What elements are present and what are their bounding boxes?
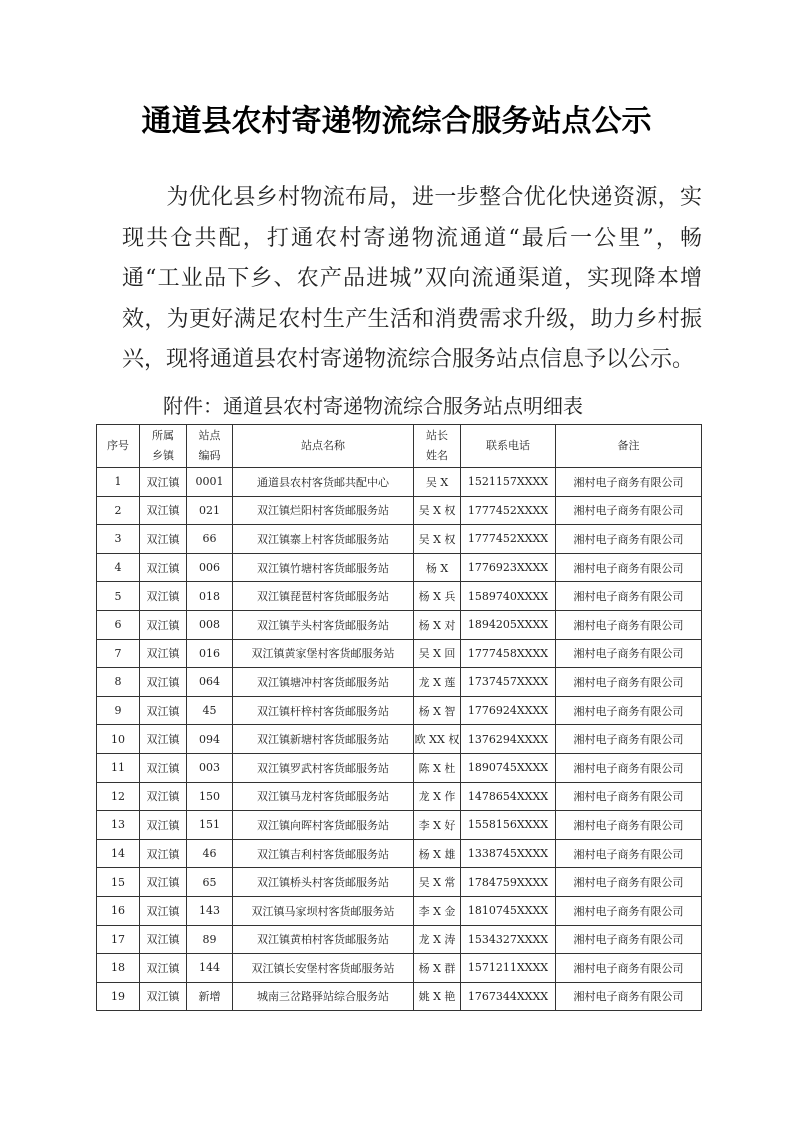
- cell-code: 新增: [187, 982, 233, 1011]
- cell-remark: 湘村电子商务有限公司: [556, 782, 702, 811]
- cell-code: 018: [187, 582, 233, 611]
- cell-name: 双江镇杆梓村客货邮服务站: [233, 696, 414, 725]
- table-row: [97, 582, 702, 611]
- cell-town: 双江镇: [140, 496, 187, 525]
- cell-index: 13: [97, 811, 140, 840]
- cell-phone: 1777458XXXX: [461, 639, 556, 668]
- attachment-caption: 附件：通道县农村寄递物流综合服务站点明细表: [163, 394, 583, 418]
- cell-index: 18: [97, 954, 140, 983]
- cell-town: 双江镇: [140, 982, 187, 1011]
- cell-code: 094: [187, 725, 233, 754]
- cell-town: 双江镇: [140, 868, 187, 897]
- cell-name: 城南三岔路驿站综合服务站: [233, 982, 414, 1011]
- cell-phone: 1776924XXXX: [461, 696, 556, 725]
- cell-code: 66: [187, 525, 233, 554]
- cell-town: 双江镇: [140, 525, 187, 554]
- table-row: [97, 839, 702, 868]
- table-row: [97, 954, 702, 983]
- table-row: [97, 782, 702, 811]
- cell-index: 16: [97, 896, 140, 925]
- cell-town: 双江镇: [140, 753, 187, 782]
- table-row: [97, 753, 702, 782]
- cell-name: 双江镇塘冲村客货邮服务站: [233, 668, 414, 697]
- cell-manager: 龙 X 涛: [414, 925, 461, 954]
- table-row: [97, 868, 702, 897]
- cell-manager: 吴 X 回: [414, 639, 461, 668]
- cell-phone: 1338745XXXX: [461, 839, 556, 868]
- cell-town: 双江镇: [140, 725, 187, 754]
- cell-name: 通道县农村客货邮共配中心: [233, 468, 414, 497]
- cell-name: 双江镇罗武村客货邮服务站: [233, 753, 414, 782]
- header-phone: 联系电话: [461, 425, 556, 468]
- intro-paragraph-text: 为优化县乡村物流布局，进一步整合优化快递资源，实现共仓共配，打通农村寄递物流通道“最后一公里”，畅通“工业品下乡、农产品进城”双向流通渠道，实现降本增效，为更好满足农村生产生活和消费需求升级，助力乡村振兴，现将通道县农村寄递物流综合服务站点信息予以公示。: [122, 185, 702, 372]
- intro-paragraph: [122, 178, 702, 381]
- cell-remark: 湘村电子商务有限公司: [556, 868, 702, 897]
- cell-index: 15: [97, 868, 140, 897]
- cell-phone: 1767344XXXX: [461, 982, 556, 1011]
- table-body: [97, 468, 702, 1011]
- cell-code: 143: [187, 896, 233, 925]
- header-code-line2: 编码: [198, 449, 221, 462]
- cell-remark: 湘村电子商务有限公司: [556, 811, 702, 840]
- cell-index: 1: [97, 468, 140, 497]
- cell-name: 双江镇马家坝村客货邮服务站: [233, 896, 414, 925]
- cell-remark: 湘村电子商务有限公司: [556, 582, 702, 611]
- cell-index: 9: [97, 696, 140, 725]
- cell-index: 2: [97, 496, 140, 525]
- header-name: 站点名称: [233, 425, 414, 468]
- cell-manager: 吴 X: [414, 468, 461, 497]
- cell-manager: 杨 X: [414, 553, 461, 582]
- cell-remark: 湘村电子商务有限公司: [556, 553, 702, 582]
- cell-code: 65: [187, 868, 233, 897]
- cell-town: 双江镇: [140, 811, 187, 840]
- header-town-line1: 所属: [152, 429, 174, 442]
- cell-index: 6: [97, 610, 140, 639]
- cell-phone: 1894205XXXX: [461, 610, 556, 639]
- cell-index: 7: [97, 639, 140, 668]
- cell-index: 5: [97, 582, 140, 611]
- cell-name: 双江镇向晖村客货邮服务站: [233, 811, 414, 840]
- cell-code: 150: [187, 782, 233, 811]
- cell-code: 021: [187, 496, 233, 525]
- cell-town: 双江镇: [140, 468, 187, 497]
- cell-phone: 1777452XXXX: [461, 525, 556, 554]
- cell-code: 46: [187, 839, 233, 868]
- table-row: [97, 811, 702, 840]
- cell-name: 双江镇芋头村客货邮服务站: [233, 610, 414, 639]
- cell-phone: 1534327XXXX: [461, 925, 556, 954]
- cell-code: 006: [187, 553, 233, 582]
- table-row: [97, 553, 702, 582]
- cell-index: 19: [97, 982, 140, 1011]
- cell-remark: 湘村电子商务有限公司: [556, 668, 702, 697]
- table-row: [97, 925, 702, 954]
- cell-manager: 杨 X 对: [414, 610, 461, 639]
- cell-manager: 吴 X 权: [414, 525, 461, 554]
- cell-remark: 湘村电子商务有限公司: [556, 639, 702, 668]
- cell-phone: 1737457XXXX: [461, 668, 556, 697]
- station-detail-table: [96, 424, 702, 1011]
- cell-town: 双江镇: [140, 639, 187, 668]
- document-title: 通道县农村寄递物流综合服务站点公示: [141, 104, 652, 139]
- cell-manager: 杨 X 智: [414, 696, 461, 725]
- cell-code: 144: [187, 954, 233, 983]
- cell-remark: 湘村电子商务有限公司: [556, 982, 702, 1011]
- cell-remark: 湘村电子商务有限公司: [556, 954, 702, 983]
- cell-code: 064: [187, 668, 233, 697]
- cell-remark: 湘村电子商务有限公司: [556, 896, 702, 925]
- cell-manager: 陈 X 杜: [414, 753, 461, 782]
- header-town: [140, 425, 187, 468]
- cell-index: 17: [97, 925, 140, 954]
- cell-town: 双江镇: [140, 839, 187, 868]
- cell-name: 双江镇吉利村客货邮服务站: [233, 839, 414, 868]
- cell-index: 3: [97, 525, 140, 554]
- cell-town: 双江镇: [140, 896, 187, 925]
- cell-phone: 1776923XXXX: [461, 553, 556, 582]
- cell-manager: 吴 X 权: [414, 496, 461, 525]
- cell-remark: 湘村电子商务有限公司: [556, 496, 702, 525]
- cell-manager: 龙 X 莲: [414, 668, 461, 697]
- cell-remark: 湘村电子商务有限公司: [556, 839, 702, 868]
- table-row: [97, 496, 702, 525]
- cell-index: 12: [97, 782, 140, 811]
- cell-phone: 1890745XXXX: [461, 753, 556, 782]
- cell-name: 双江镇烂阳村客货邮服务站: [233, 496, 414, 525]
- header-code: [187, 425, 233, 468]
- cell-manager: 龙 X 作: [414, 782, 461, 811]
- cell-code: 008: [187, 610, 233, 639]
- cell-name: 双江镇长安堡村客货邮服务站: [233, 954, 414, 983]
- cell-remark: 湘村电子商务有限公司: [556, 925, 702, 954]
- cell-phone: 1558156XXXX: [461, 811, 556, 840]
- cell-phone: 1784759XXXX: [461, 868, 556, 897]
- header-manager-line1: 站长: [426, 429, 448, 442]
- cell-remark: 湘村电子商务有限公司: [556, 696, 702, 725]
- cell-manager: 杨 X 群: [414, 954, 461, 983]
- cell-code: 45: [187, 696, 233, 725]
- cell-remark: 湘村电子商务有限公司: [556, 610, 702, 639]
- cell-town: 双江镇: [140, 954, 187, 983]
- table-row: [97, 896, 702, 925]
- cell-manager: 吴 X 常: [414, 868, 461, 897]
- header-index: 序号: [97, 425, 140, 468]
- cell-manager: 欧 XX 权: [414, 725, 461, 754]
- cell-manager: 李 X 好: [414, 811, 461, 840]
- cell-code: 151: [187, 811, 233, 840]
- cell-town: 双江镇: [140, 782, 187, 811]
- header-manager-line2: 姓名: [426, 449, 448, 462]
- cell-remark: 湘村电子商务有限公司: [556, 725, 702, 754]
- cell-name: 双江镇竹塘村客货邮服务站: [233, 553, 414, 582]
- cell-phone: 1478654XXXX: [461, 782, 556, 811]
- cell-phone: 1376294XXXX: [461, 725, 556, 754]
- table-row: [97, 725, 702, 754]
- cell-name: 双江镇黄柏村客货邮服务站: [233, 925, 414, 954]
- cell-remark: 湘村电子商务有限公司: [556, 753, 702, 782]
- table-header-row: [97, 425, 702, 468]
- cell-name: 双江镇黄家堡村客货邮服务站: [233, 639, 414, 668]
- table-row: [97, 696, 702, 725]
- cell-index: 11: [97, 753, 140, 782]
- cell-index: 14: [97, 839, 140, 868]
- cell-phone: 1589740XXXX: [461, 582, 556, 611]
- header-town-line2: 乡镇: [152, 449, 174, 462]
- table-row: [97, 668, 702, 697]
- cell-name: 双江镇桥头村客货邮服务站: [233, 868, 414, 897]
- cell-town: 双江镇: [140, 610, 187, 639]
- cell-remark: 湘村电子商务有限公司: [556, 468, 702, 497]
- cell-manager: 姚 X 艳: [414, 982, 461, 1011]
- cell-town: 双江镇: [140, 696, 187, 725]
- cell-manager: 杨 X 兵: [414, 582, 461, 611]
- table-row: [97, 639, 702, 668]
- cell-phone: 1810745XXXX: [461, 896, 556, 925]
- cell-town: 双江镇: [140, 925, 187, 954]
- cell-index: 4: [97, 553, 140, 582]
- table-row: [97, 610, 702, 639]
- cell-name: 双江镇琵琶村客货邮服务站: [233, 582, 414, 611]
- cell-name: 双江镇寨上村客货邮服务站: [233, 525, 414, 554]
- cell-name: 双江镇马龙村客货邮服务站: [233, 782, 414, 811]
- cell-code: 016: [187, 639, 233, 668]
- header-remark: 备注: [556, 425, 702, 468]
- table-row: [97, 982, 702, 1011]
- cell-remark: 湘村电子商务有限公司: [556, 525, 702, 554]
- cell-phone: 1521157XXXX: [461, 468, 556, 497]
- header-manager: [414, 425, 461, 468]
- table-row: [97, 525, 702, 554]
- cell-name: 双江镇新塘村客货邮服务站: [233, 725, 414, 754]
- cell-code: 89: [187, 925, 233, 954]
- cell-code: 0001: [187, 468, 233, 497]
- cell-phone: 1571211XXXX: [461, 954, 556, 983]
- cell-town: 双江镇: [140, 668, 187, 697]
- header-code-line1: 站点: [198, 429, 221, 442]
- cell-index: 10: [97, 725, 140, 754]
- cell-town: 双江镇: [140, 553, 187, 582]
- cell-index: 8: [97, 668, 140, 697]
- cell-town: 双江镇: [140, 582, 187, 611]
- cell-code: 003: [187, 753, 233, 782]
- cell-phone: 1777452XXXX: [461, 496, 556, 525]
- table-row: [97, 468, 702, 497]
- cell-manager: 杨 X 雄: [414, 839, 461, 868]
- cell-manager: 李 X 金: [414, 896, 461, 925]
